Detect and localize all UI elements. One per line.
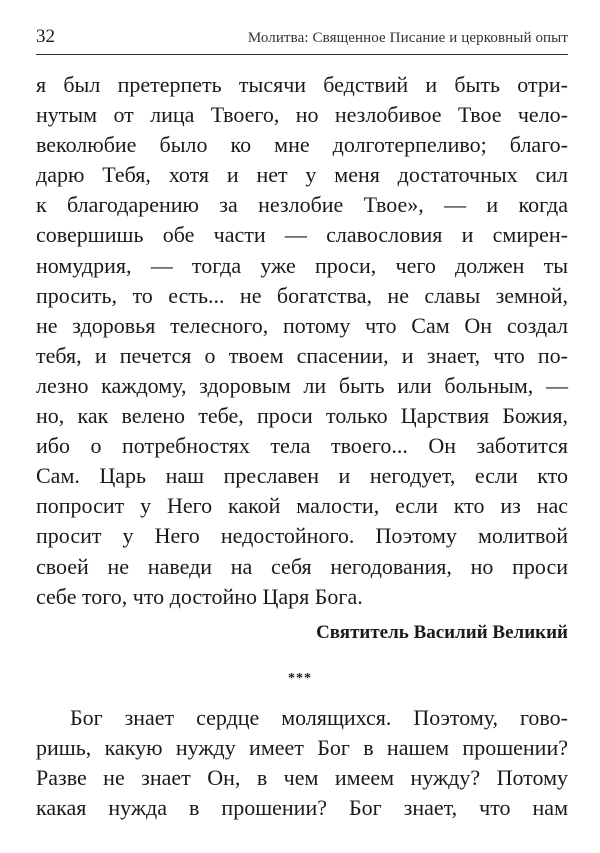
text-line: своей не наведи на себя негодования, но проси	[36, 553, 568, 579]
section-separator: ***	[288, 671, 312, 686]
text-line: ришь, какую нужду имеет Бог в нашем прошении?	[36, 735, 568, 761]
text-line: какая нужда в прошении? Бог знает, что нам	[36, 795, 568, 821]
paragraph-next	[36, 703, 568, 823]
page-number: 32	[36, 26, 55, 47]
text-line: Разве не знает Он, в чем имеем нужду? Потому	[36, 765, 568, 791]
text-line: ибо о потребностях тела твоего... Он заботится	[36, 433, 568, 459]
text-line: веколюбие было ко мне долготерпеливо; благо-	[36, 132, 568, 158]
text-line: но, как велено тебе, проси только Царствия Божия,	[36, 403, 568, 429]
paragraph-quote	[36, 70, 568, 612]
page-header	[36, 24, 568, 55]
text-line: попросит у Него какой малости, если кто из нас	[36, 493, 568, 519]
text-line: дарю Тебя, хотя и нет у меня достаточных сил	[36, 162, 568, 188]
text-line: тебя, и печется о твоем спасении, и знает, что по-	[36, 342, 568, 368]
text-line: себе того, что достойно Царя Бога.	[36, 583, 363, 609]
text-line: я был претерпеть тысячи бедствий и быть отри-	[36, 72, 568, 97]
text-line: просить, то есть... не богатства, не славы земной,	[36, 282, 568, 308]
text-line: к благодарению за незлобие Твое», — и когда	[36, 192, 568, 218]
text-line: совершишь обе части — славословия и смирен-	[36, 222, 568, 248]
text-line: Сам. Царь наш преславен и негодует, если кто	[36, 463, 568, 489]
text-line: лезно каждому, здоровым ли быть или больным, —	[36, 372, 568, 398]
attribution: Святитель Василий Великий	[316, 622, 568, 643]
text-line: номудрия, — тогда уже проси, чего должен ты	[36, 252, 568, 278]
text-line: Бог знает сердце молящихся. Поэтому, гово-	[70, 705, 568, 730]
text-line: нутым от лица Твоего, но незлобивое Твое чело-	[36, 102, 568, 128]
text-line: просит у Него недостойного. Поэтому молитвой	[36, 523, 568, 549]
text-line: не здоровья телесного, потому что Сам Он создал	[36, 312, 568, 338]
running-title: Молитва: Священное Писание и церковный опыт	[247, 30, 568, 46]
